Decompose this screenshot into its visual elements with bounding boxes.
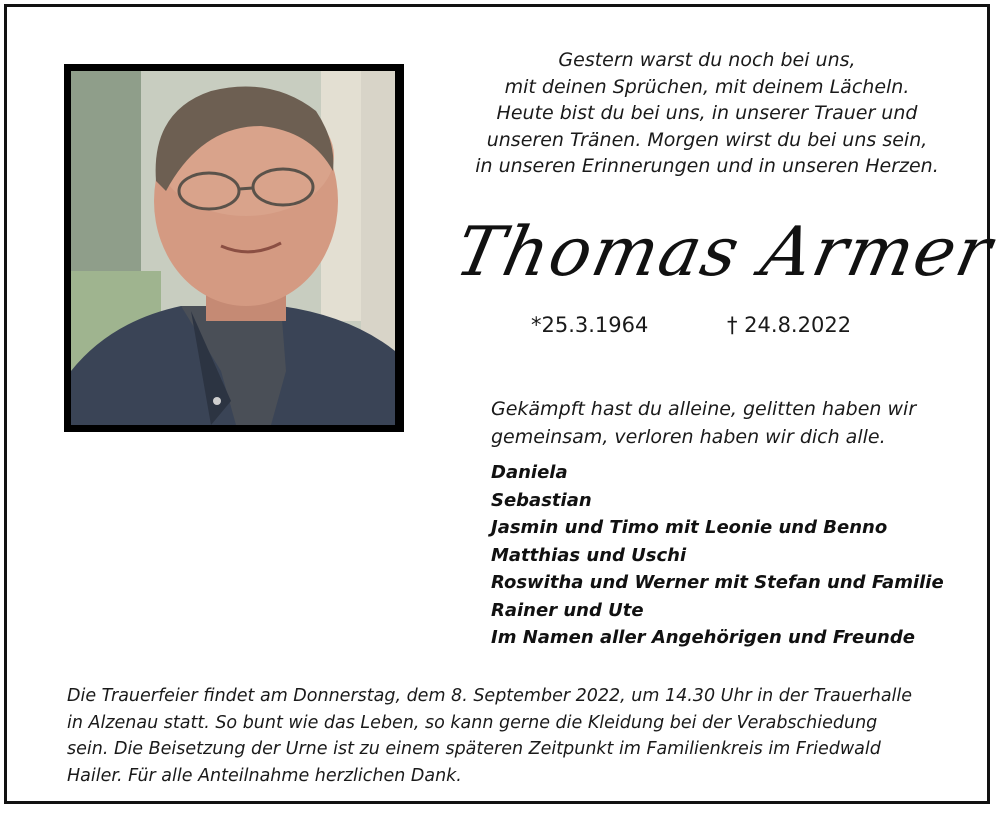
poem-line: Gestern warst du noch bei uns, (558, 49, 856, 71)
obituary-frame (4, 4, 1000, 804)
quote-line: gemeinsam, verloren haben wir dich alle. (491, 426, 886, 448)
family-member: Roswitha und Werner mit Stefan und Familie (491, 572, 944, 593)
notice-line: sein. Die Beisetzung der Urne ist zu einem späteren Zeitpunkt im Familienkreis im Friedwald (67, 739, 881, 759)
family-member: Daniela (491, 462, 568, 483)
family-member: Jasmin und Timo mit Leonie und Benno (491, 517, 888, 538)
birth-date: *25.3.1964 (531, 313, 649, 337)
death-date: † 24.8.2022 (727, 313, 852, 337)
portrait-photo (71, 71, 395, 425)
family-member: Rainer und Ute (491, 599, 644, 621)
poem-line: mit deinen Sprüchen, mit deinem Lächeln. (504, 75, 910, 98)
family-list (491, 459, 971, 652)
notice-line: in Alzenau statt. So bunt wie das Leben, so kann gerne die Kleidung bei der Verabschiedung (67, 712, 878, 733)
poem-line: in unseren Erinnerungen und in unseren Herzen. (475, 155, 939, 177)
notice-line: Hailer. Für alle Anteilnahme herzlichen Dank. (67, 765, 462, 786)
funeral-notice (67, 683, 967, 789)
portrait-illustration (71, 71, 395, 425)
poem-line: unseren Tränen. Morgen wirst du bei uns sein, (486, 128, 928, 151)
portrait-frame (64, 64, 404, 432)
family-member: Matthias und Uschi (491, 544, 687, 566)
poem-line: Heute bist du bei uns, in unserer Trauer und (496, 102, 918, 124)
quote-line: Gekämpft hast du alleine, gelitten haben wir (491, 398, 917, 420)
poem (447, 47, 967, 180)
family-member: Sebastian (491, 489, 592, 511)
family-member: Im Namen aller Angehörigen und Freunde (491, 627, 915, 648)
deceased-name: Thomas Armer (448, 213, 1000, 292)
quote (491, 395, 971, 451)
notice-line: Die Trauerfeier findet am Donnerstag, dem 8. September 2022, um 14.30 Uhr in der Trauerhalle (67, 686, 913, 706)
